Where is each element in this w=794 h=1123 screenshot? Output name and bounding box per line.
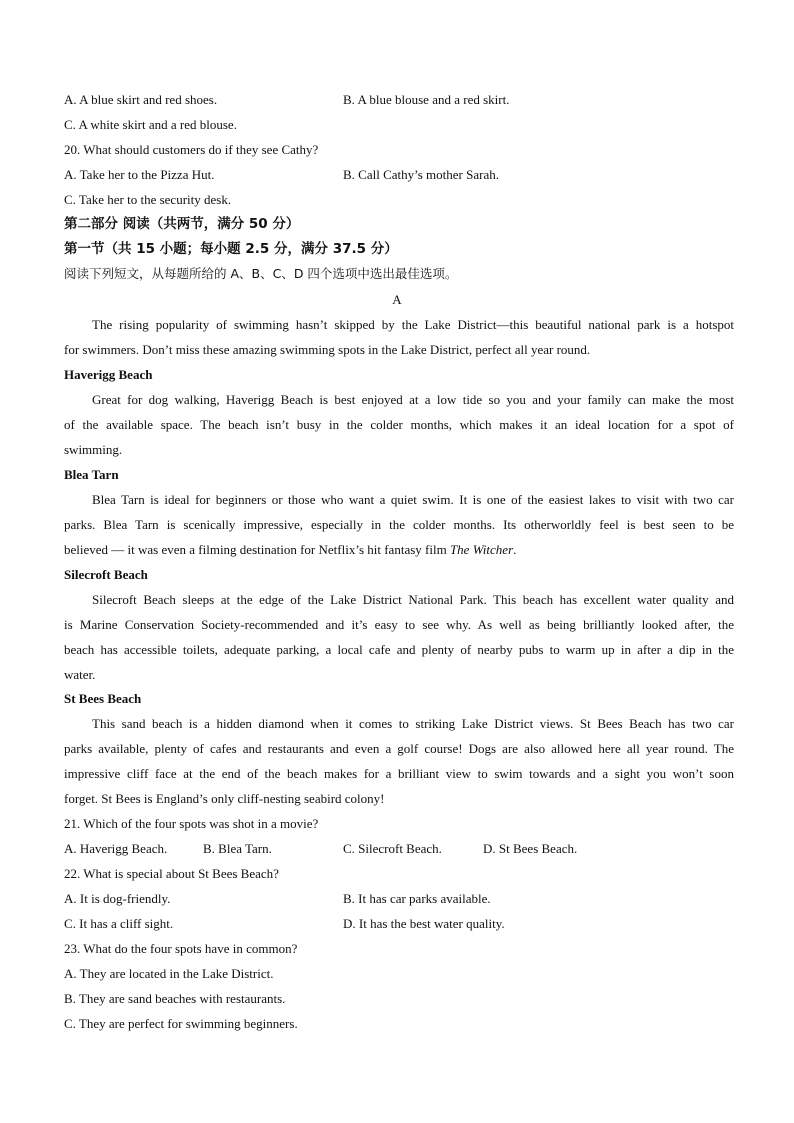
- q22-stem: 22. What is special about St Bees Beach?: [64, 866, 279, 881]
- q23-option-b: B. They are sand beaches with restaurants.: [64, 991, 286, 1006]
- stbees-line-4: forget. St Bees is England’s only cliff-nesting seabird colony!: [64, 791, 385, 806]
- silecroft-heading: Silecroft Beach: [64, 567, 148, 582]
- reading-instruction: 阅读下列短文，从每题所给的 A、B、C、D 四个选项中选出最佳选项。: [64, 266, 458, 281]
- q21-option-c: C. Silecroft Beach.: [343, 841, 442, 856]
- q19-option-b: B. A blue blouse and a red skirt.: [343, 92, 510, 107]
- q20-option-a: A. Take her to the Pizza Hut.: [64, 167, 215, 182]
- q21-option-d: D. St Bees Beach.: [483, 841, 578, 856]
- q23-stem: 23. What do the four spots have in common?: [64, 941, 298, 956]
- q21-stem: 21. Which of the four spots was shot in a movie?: [64, 816, 319, 831]
- q22-option-b: B. It has car parks available.: [343, 891, 491, 906]
- passage-label: A: [392, 292, 402, 307]
- stbees-line-2: parks available, plenty of cafes and restaurants and even a golf course! Dogs are also allowed here all year round. The: [64, 741, 734, 756]
- intro-line-2: for swimmers. Don’t miss these amazing swimming spots in the Lake District, perfect all year round.: [64, 342, 591, 357]
- q22-option-a: A. It is dog-friendly.: [64, 891, 171, 906]
- q20-stem: 20. What should customers do if they see Cathy?: [64, 142, 319, 157]
- film-title: The Witcher: [449, 542, 514, 557]
- haverigg-heading: Haverigg Beach: [64, 367, 153, 382]
- blea-line-3-text: believed — it was even a filming destination for Netflix’s hit fantasy film: [64, 542, 450, 557]
- q22-option-c: C. It has a cliff sight.: [64, 916, 174, 931]
- q19-option-a: A. A blue skirt and red shoes.: [64, 92, 218, 107]
- q23-option-a: A. They are located in the Lake District.: [64, 966, 274, 981]
- blea-heading: Blea Tarn: [64, 467, 119, 482]
- section1-title: 第一节（共 15 小题；每小题 2.5 分，满分 37.5 分）: [64, 241, 398, 257]
- blea-line-3: [64, 542, 734, 558]
- q22-option-d: D. It has the best water quality.: [343, 916, 505, 931]
- q21-option-b: B. Blea Tarn.: [203, 841, 272, 856]
- haverigg-line-1: Great for dog walking, Haverigg Beach is best enjoyed at a low tide so you and your family can make the most: [92, 392, 734, 407]
- stbees-line-3: impressive cliff face at the end of the beach makes for a brilliant view to swim towards and a sight you won’t soon: [64, 766, 734, 781]
- intro-line-1: The rising popularity of swimming hasn’t skipped by the Lake District—this beautiful national park is a hotspot: [92, 317, 734, 332]
- blea-line-3-end: .: [513, 542, 517, 557]
- q20-option-b: B. Call Cathy’s mother Sarah.: [343, 167, 499, 182]
- q20-option-c: C. Take her to the security desk.: [64, 192, 232, 207]
- q21-option-a: A. Haverigg Beach.: [64, 841, 168, 856]
- silecroft-line-1: Silecroft Beach sleeps at the edge of the Lake District National Park. This beach has excellent water quality and: [92, 592, 734, 607]
- silecroft-line-3: beach has accessible toilets, adequate parking, a local cafe and plenty of nearby pubs to warm up in after a dip in the: [64, 642, 734, 657]
- haverigg-line-3: swimming.: [64, 442, 123, 457]
- stbees-heading: St Bees Beach: [64, 691, 142, 706]
- stbees-line-1: This sand beach is a hidden diamond when it comes to striking Lake District views. St Bees Beach has two car: [92, 716, 734, 731]
- haverigg-line-2: of the available space. The beach isn’t busy in the colder months, which makes it an ideal location for a spot of: [64, 417, 734, 432]
- q19-option-c: C. A white skirt and a red blouse.: [64, 117, 237, 132]
- silecroft-line-2: is Marine Conservation Society-recommended and it’s easy to see why. As well as being brilliantly looked after, the: [64, 617, 734, 632]
- blea-line-2: parks. Blea Tarn is scenically impressive, especially in the colder months. Its otherworldly feel is best seen to be: [64, 517, 734, 532]
- silecroft-line-4: water.: [64, 667, 96, 682]
- part2-title: 第二部分 阅读（共两节，满分 50 分）: [64, 216, 300, 232]
- blea-line-1: Blea Tarn is ideal for beginners or those who want a quiet swim. It is one of the easiest lakes to visit with two car: [92, 492, 734, 507]
- q23-option-c: C. They are perfect for swimming beginners.: [64, 1016, 298, 1031]
